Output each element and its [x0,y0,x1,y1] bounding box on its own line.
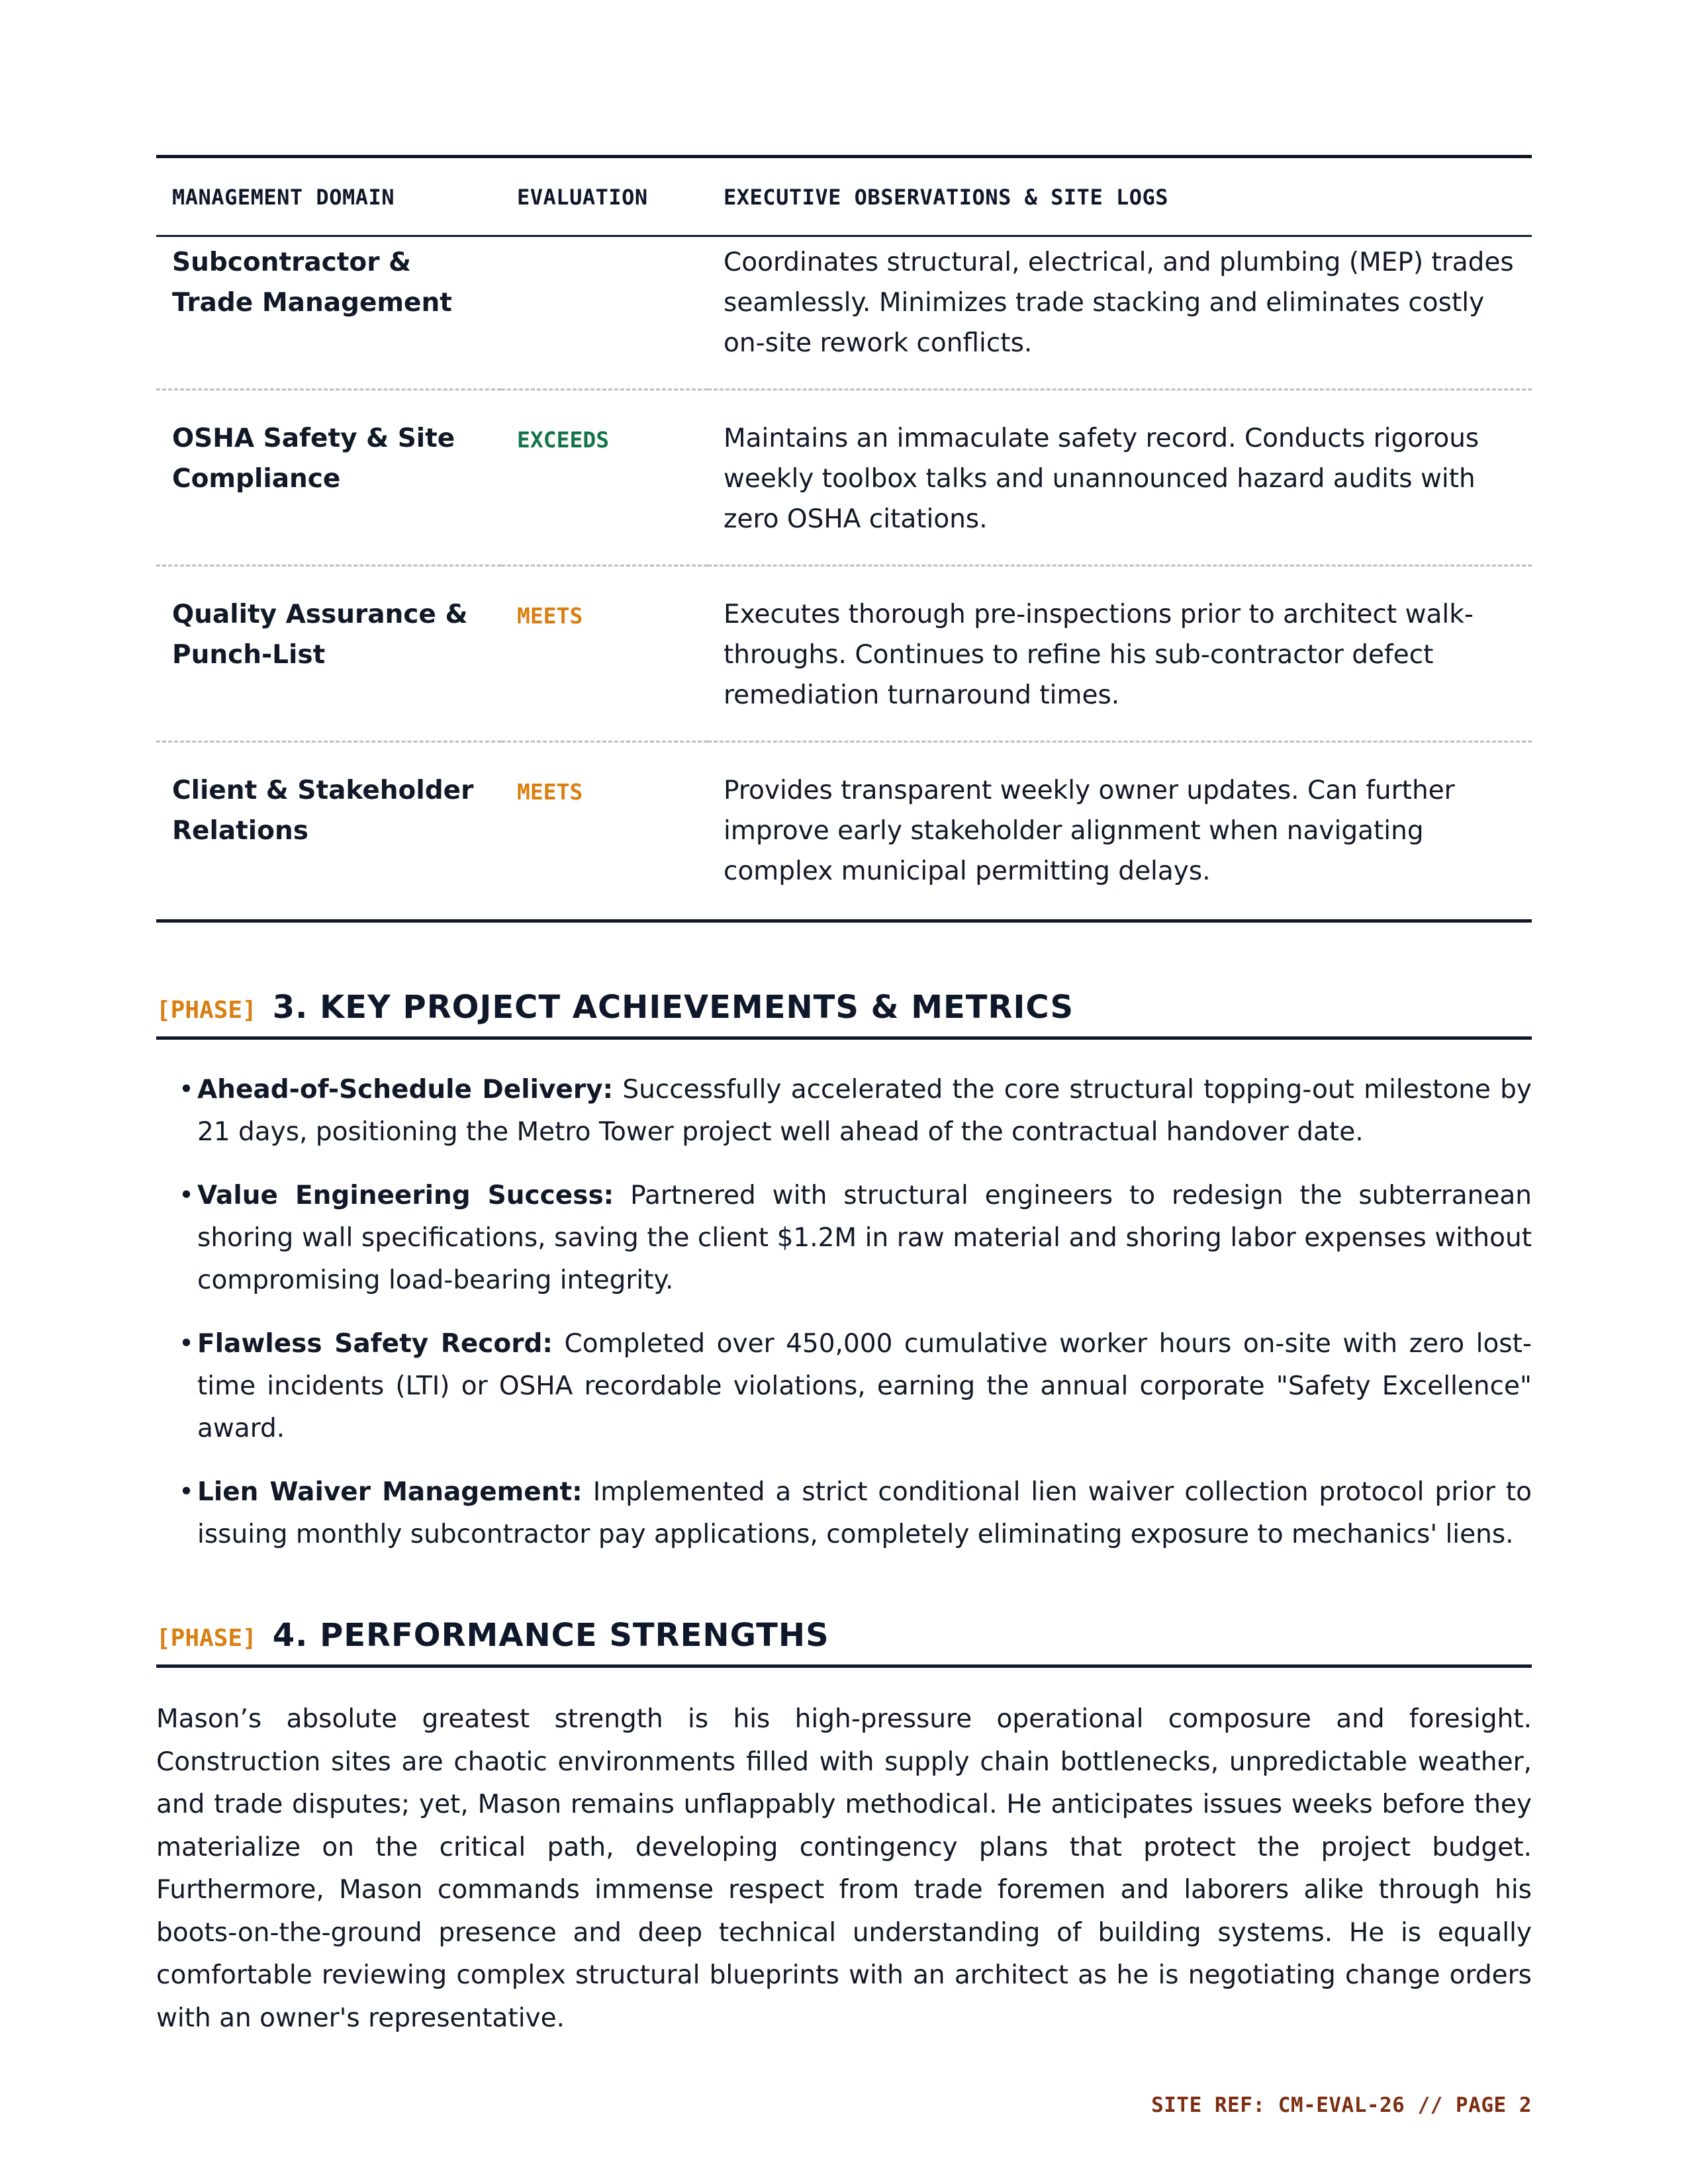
item-label: Value Engineering Success: [197,1181,614,1210]
table-row [156,742,1532,921]
evaluation-cell [501,566,708,742]
observation-cell: Coordinates structural, electrical, and plumbing (MEP) trades seamlessly. Minimizes trade stacking and eliminates costly on-site rework conflicts. [708,236,1532,390]
bullet-icon: • [179,1329,195,1359]
domain-cell: Subcontractor & Trade Management [156,236,501,390]
bullet-icon: • [179,1075,195,1105]
item-text: Implemented a strict conditional lien waiver collection protocol prior to issuing monthly subcontractor pay applications, completely eliminating exposure to mechanics' liens. [197,1477,1532,1549]
evaluation-badge: MEETS [517,779,583,805]
achievements-section [156,989,1532,1556]
list-item [156,1069,1532,1154]
item-text: Successfully accelerated the core structural topping-out milestone by 21 days, positioning the Metro Tower project well ahead of the contractual handover date. [197,1075,1532,1147]
evaluation-cell [501,742,708,921]
table-header-row [156,157,1532,236]
evaluation-table [156,155,1532,923]
document-page [156,155,1532,2066]
list-item [156,1323,1532,1450]
achievements-list [156,1069,1532,1556]
bullet-icon: • [179,1477,195,1507]
observation-cell: Maintains an immaculate safety record. Conducts rigorous weekly toolbox talks and unannounced hazard audits with zero OSHA citations. [708,390,1532,566]
item-label: Flawless Safety Record: [197,1329,553,1359]
section-heading [156,1617,1532,1668]
item-label: Lien Waiver Management: [197,1477,583,1507]
evaluation-cell [501,390,708,566]
domain-cell: Quality Assurance & Punch-List [156,566,501,742]
table-row [156,566,1532,742]
domain-cell: Client & Stakeholder Relations [172,776,474,846]
phase-tag: [PHASE] [156,1625,257,1652]
evaluation-badge: MEETS [517,603,583,629]
page-footer: SITE REF: CM-EVAL-26 // PAGE 2 [1151,2093,1532,2117]
item-text: Partnered with structural engineers to redesign the subterranean shoring wall specifications, saving the client $1.2M in raw material and shoring labor expenses without compromising load-bearing integrity. [197,1181,1532,1295]
section-heading [156,989,1532,1040]
evaluation-badge: EXCEEDS [517,427,610,453]
table-row [156,236,1532,390]
item-label: Ahead-of-Schedule Delivery: [197,1075,614,1105]
domain-cell: OSHA Safety & Site Compliance [156,390,501,566]
strengths-section [156,1617,1532,2040]
observation-cell: Provides transparent weekly owner updates. Can further improve early stakeholder alignment when navigating complex municipal permitting delays. [724,776,1455,886]
evaluation-cell [501,236,708,390]
table-row [156,390,1532,566]
bullet-icon: • [179,1181,195,1210]
header-management-domain: MANAGEMENT DOMAIN [156,157,501,236]
header-evaluation: EVALUATION [501,157,708,236]
observation-cell: Executes thorough pre-inspections prior to architect walk-throughs. Continues to refine his sub-contractor defect remediation turnaround times. [708,566,1532,742]
list-item [156,1471,1532,1556]
phase-tag: [PHASE] [156,997,257,1024]
strengths-paragraph: Mason’s absolute greatest strength is his high-pressure operational composure and foresight. Construction sites are chaotic environments filled with supply chain bottlenecks, unpredictable weather, and trade disputes; yet, Mason remains unflappably methodical. He anticipates issues weeks before they materialize on the critical path, developing contingency plans that protect the project budget. Furthermore, Mason commands immense respect from trade foremen and laborers alike through his boots-on-the-ground presence and deep technical understanding of building systems. He is equally comfortable reviewing complex structural blueprints with an architect as he is negotiating change orders with an owner's representative. [156,1704,1532,2033]
section-title: 4. PERFORMANCE STRENGTHS [272,1617,829,1654]
list-item [156,1175,1532,1302]
item-text: Completed over 450,000 cumulative worker hours on-site with zero lost-time incidents (LTI) or OSHA recordable violations, earning the annual corporate "Safety Excellence" award. [197,1329,1532,1443]
header-observations: EXECUTIVE OBSERVATIONS & SITE LOGS [708,157,1532,236]
section-title: 3. KEY PROJECT ACHIEVEMENTS & METRICS [272,989,1074,1026]
